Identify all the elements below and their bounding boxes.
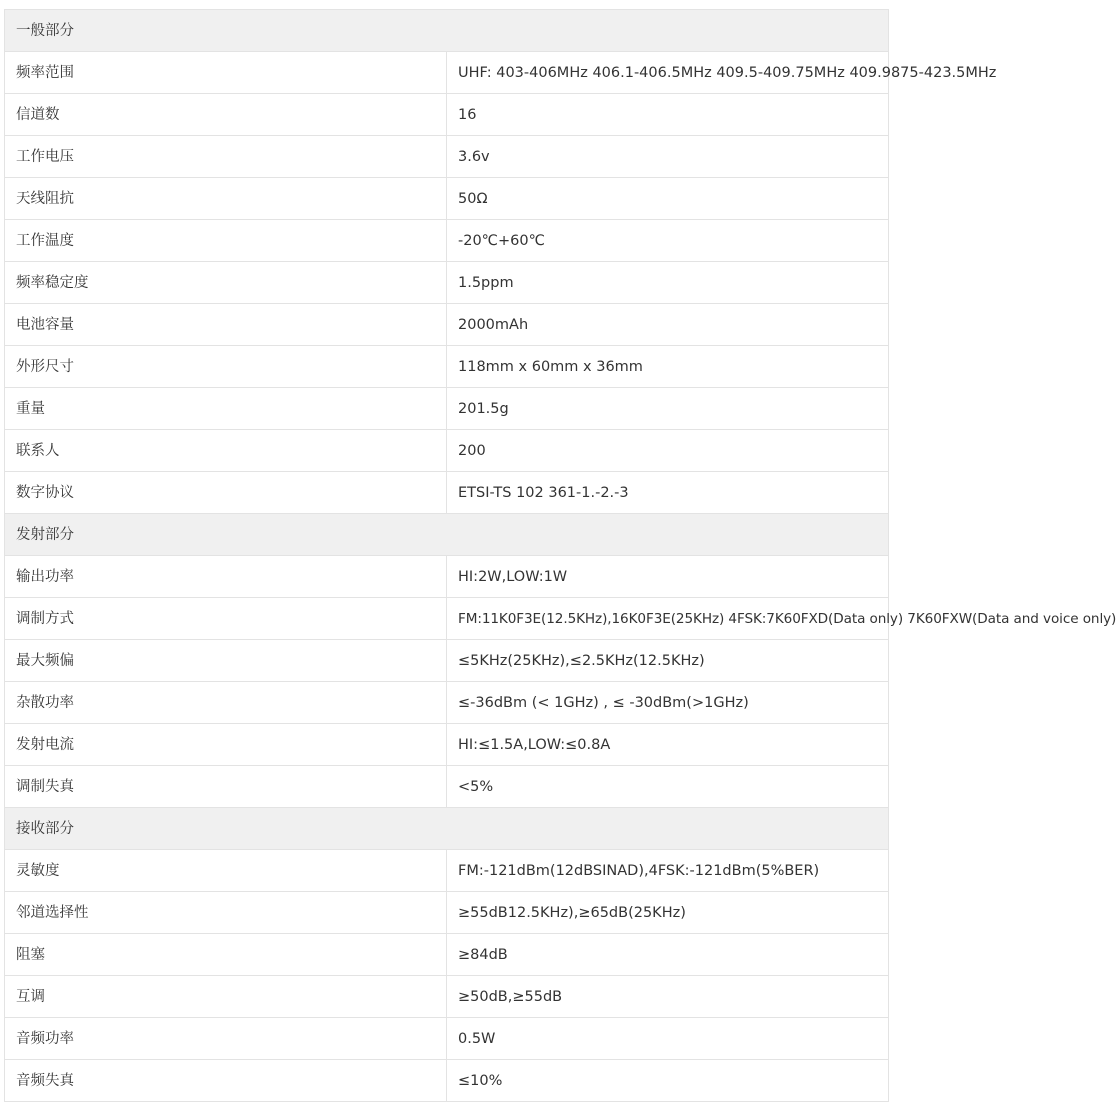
spec-label: 重量 bbox=[5, 388, 447, 430]
table-row bbox=[5, 346, 889, 388]
spec-value: 200 bbox=[447, 430, 889, 472]
spec-label: 杂散功率 bbox=[5, 682, 447, 724]
spec-label: 调制方式 bbox=[5, 598, 447, 640]
spec-label: 工作温度 bbox=[5, 220, 447, 262]
spec-value: ETSI-TS 102 361-1.-2.-3 bbox=[447, 472, 889, 514]
spec-label: 音频功率 bbox=[5, 1018, 447, 1060]
spec-label: 外形尺寸 bbox=[5, 346, 447, 388]
table-row bbox=[5, 892, 889, 934]
table-row bbox=[5, 136, 889, 178]
table-row bbox=[5, 598, 889, 640]
spec-value: 3.6v bbox=[447, 136, 889, 178]
table-row bbox=[5, 976, 889, 1018]
spec-value: 50Ω bbox=[447, 178, 889, 220]
spec-label: 邻道选择性 bbox=[5, 892, 447, 934]
table-row bbox=[5, 430, 889, 472]
table-row bbox=[5, 1018, 889, 1060]
spec-value: FM:-121dBm(12dBSINAD),4FSK:-121dBm(5%BER) bbox=[447, 850, 889, 892]
table-row bbox=[5, 304, 889, 346]
spec-label: 频率范围 bbox=[5, 52, 447, 94]
spec-value: UHF: 403-406MHz 406.1-406.5MHz 409.5-409.75MHz 409.9875-423.5MHz bbox=[447, 52, 889, 94]
spec-label: 最大频偏 bbox=[5, 640, 447, 682]
spec-value: 16 bbox=[447, 94, 889, 136]
spec-value: 2000mAh bbox=[447, 304, 889, 346]
section-header-general bbox=[5, 10, 889, 52]
spec-label: 互调 bbox=[5, 976, 447, 1018]
spec-label: 数字协议 bbox=[5, 472, 447, 514]
spec-value: ≥84dB bbox=[447, 934, 889, 976]
spec-label: 灵敏度 bbox=[5, 850, 447, 892]
spec-value: 0.5W bbox=[447, 1018, 889, 1060]
spec-value: HI:≤1.5A,LOW:≤0.8A bbox=[447, 724, 889, 766]
spec-label: 阻塞 bbox=[5, 934, 447, 976]
spec-value: ≥50dB,≥55dB bbox=[447, 976, 889, 1018]
spec-value: 201.5g bbox=[447, 388, 889, 430]
spec-value: ≤10% bbox=[447, 1060, 889, 1102]
spec-table-body bbox=[5, 10, 1116, 1102]
table-row bbox=[5, 934, 889, 976]
spec-table bbox=[4, 9, 1116, 1102]
section-title: 发射部分 bbox=[5, 514, 889, 556]
spec-value: 1.5ppm bbox=[447, 262, 889, 304]
table-row bbox=[5, 724, 889, 766]
table-row bbox=[5, 178, 889, 220]
spec-label: 电池容量 bbox=[5, 304, 447, 346]
table-row bbox=[5, 220, 889, 262]
table-row bbox=[5, 640, 889, 682]
spec-value: ≥55dB12.5KHz),≥65dB(25KHz) bbox=[447, 892, 889, 934]
table-row bbox=[5, 556, 889, 598]
spec-label: 调制失真 bbox=[5, 766, 447, 808]
section-title: 接收部分 bbox=[5, 808, 889, 850]
spec-label: 发射电流 bbox=[5, 724, 447, 766]
table-row bbox=[5, 388, 889, 430]
spec-label: 联系人 bbox=[5, 430, 447, 472]
table-row bbox=[5, 94, 889, 136]
table-row bbox=[5, 850, 889, 892]
spec-value: FM:11K0F3E(12.5KHz),16K0F3E(25KHz) 4FSK:7K60FXD(Data only) 7K60FXW(Data and voice only) bbox=[447, 598, 889, 640]
spec-label: 频率稳定度 bbox=[5, 262, 447, 304]
spec-value: ≤-36dBm (< 1GHz) , ≤ -30dBm(>1GHz) bbox=[447, 682, 889, 724]
spec-label: 信道数 bbox=[5, 94, 447, 136]
spec-label: 输出功率 bbox=[5, 556, 447, 598]
table-row bbox=[5, 1060, 889, 1102]
section-title: 一般部分 bbox=[5, 10, 889, 52]
spec-label: 音频失真 bbox=[5, 1060, 447, 1102]
spec-value: -20℃+60℃ bbox=[447, 220, 889, 262]
spec-label: 天线阻抗 bbox=[5, 178, 447, 220]
table-row bbox=[5, 262, 889, 304]
spec-value: <5% bbox=[447, 766, 889, 808]
table-row bbox=[5, 766, 889, 808]
spec-label: 工作电压 bbox=[5, 136, 447, 178]
spec-value: HI:2W,LOW:1W bbox=[447, 556, 889, 598]
spec-value: 118mm x 60mm x 36mm bbox=[447, 346, 889, 388]
table-row bbox=[5, 472, 889, 514]
section-header-receive bbox=[5, 808, 889, 850]
spec-value: ≤5KHz(25KHz),≤2.5KHz(12.5KHz) bbox=[447, 640, 889, 682]
table-row bbox=[5, 682, 889, 724]
section-header-transmit bbox=[5, 514, 889, 556]
table-row bbox=[5, 52, 889, 94]
